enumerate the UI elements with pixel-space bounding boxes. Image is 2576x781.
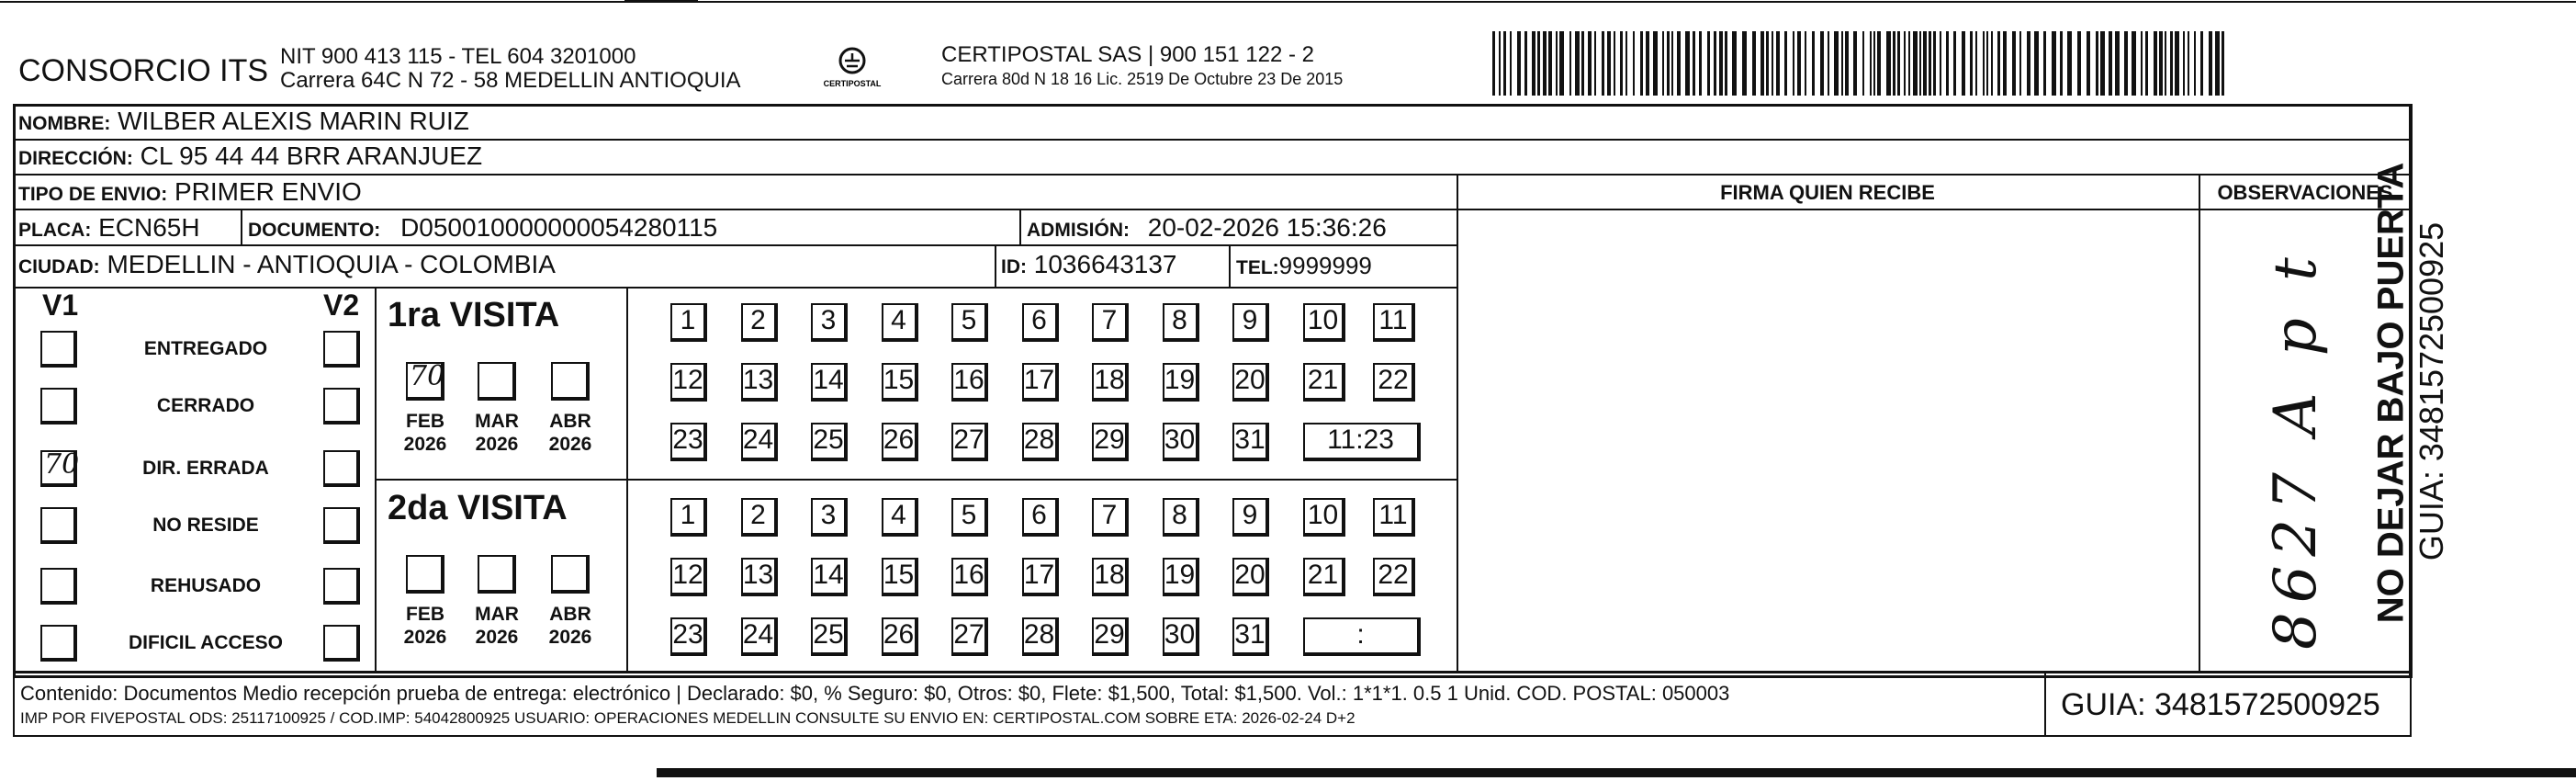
barcode-bar (1499, 31, 1501, 96)
barcode-bar (1752, 31, 1756, 96)
observaciones-divider (2199, 174, 2200, 671)
day-box[interactable]: 25 (811, 617, 848, 656)
certipostal-line: CERTIPOSTAL SAS | 900 151 122 - 2 (941, 42, 1314, 67)
barcode-bar (1588, 31, 1592, 96)
v2-checkbox[interactable] (323, 507, 360, 544)
barcode-bar (2115, 31, 2120, 96)
documento-field (248, 215, 717, 241)
barcode-bar (2222, 31, 2224, 96)
day-box[interactable]: 16 (951, 558, 988, 596)
barcode-bar (2077, 31, 2081, 96)
day-box[interactable]: 6 (1022, 498, 1059, 537)
v2-checkbox[interactable] (323, 331, 360, 368)
placa-divider (241, 209, 242, 244)
day-box[interactable]: 7 (1092, 498, 1129, 537)
barcode-bar (2165, 31, 2166, 96)
barcode-bar (2027, 31, 2030, 96)
day-box[interactable]: 19 (1163, 363, 1199, 402)
day-box[interactable]: 17 (1022, 558, 1059, 596)
first-visit-title: 1ra VISITA (388, 296, 560, 334)
nit-line: NIT 900 413 115 - TEL 604 3201000 (280, 44, 636, 69)
v2-checkbox[interactable] (323, 388, 360, 424)
side-guia: GUIA: 3481572500925 (2413, 221, 2450, 561)
month-label (398, 603, 453, 649)
barcode-bar (1845, 31, 1849, 96)
barcode-bar (1667, 31, 1670, 96)
v1-checkbox[interactable] (40, 507, 77, 544)
barcode-bar (1524, 31, 1527, 96)
barcode-bar (1714, 31, 1716, 96)
day-box[interactable]: 11 (1373, 498, 1415, 537)
day-box[interactable]: 21 (1303, 363, 1345, 402)
status-label: NO RESIDE (152, 515, 259, 536)
barcode-bar (1594, 31, 1596, 96)
direccion-field (18, 143, 482, 169)
day-box[interactable]: 28 (1022, 617, 1059, 656)
day-box[interactable]: 27 (951, 423, 988, 461)
barcode-bar (2141, 31, 2143, 96)
row-line-1 (13, 139, 2412, 141)
v2-label: V2 (323, 289, 360, 322)
month-label (543, 410, 598, 456)
day-box[interactable]: 2 (741, 498, 778, 537)
barcode-bar (2060, 31, 2063, 96)
day-box[interactable]: 10 (1303, 303, 1345, 342)
day-box[interactable]: 13 (741, 558, 778, 596)
barcode-bar (1793, 31, 1794, 96)
id-value: 1036643137 (1033, 250, 1177, 278)
day-box[interactable]: 12 (670, 363, 707, 402)
barcode-bar (1537, 31, 1540, 96)
direccion-label: DIRECCIÓN: (18, 148, 133, 169)
day-box[interactable]: 26 (882, 423, 918, 461)
barcode-bar (1633, 31, 1635, 96)
logo-text: CERTIPOSTAL (823, 79, 882, 88)
barcode-bar (1602, 31, 1604, 96)
footer-contenido: Contenido: Documentos Medio recepción prueba de entrega: electrónico | Declarado: $0, % Seguro: $0, Otros: $0, Flete: $1,500, Total: $1,500. Vol.: 1*1*1. 0.5 1 Unid. COD. POSTAL: 050003 (20, 682, 1730, 705)
visit-mid-line (375, 479, 1457, 481)
month-year: 2026 (475, 627, 519, 648)
row-line-3 (13, 209, 2412, 210)
barcode-bar (1662, 31, 1664, 96)
month-checkbox-mark: 70 (410, 360, 445, 392)
admision-divider (1019, 209, 1021, 244)
barcode-bar (1725, 31, 1727, 96)
nombre-field (18, 108, 469, 134)
barcode-bar (1646, 31, 1649, 96)
tipo-envio-value: PRIMER ENVIO (174, 177, 362, 206)
barcode-bar (2096, 31, 2098, 96)
barcode-bar (1784, 31, 1787, 96)
day-box[interactable]: 18 (1092, 558, 1129, 596)
barcode-bar (1677, 31, 1681, 96)
status-label: REHUSADO (150, 575, 262, 596)
v1-checkbox[interactable] (40, 625, 77, 662)
month-checkbox[interactable] (478, 555, 516, 594)
day-box[interactable]: 29 (1092, 617, 1129, 656)
barcode-bar (1953, 31, 1956, 96)
v2-checkbox[interactable] (323, 625, 360, 662)
barcode-bar (2159, 31, 2163, 96)
barcode-bar (1693, 31, 1695, 96)
certipostal-logo (820, 40, 884, 96)
day-box[interactable]: 18 (1092, 363, 1129, 402)
barcode-bar (1607, 31, 1611, 96)
firma-header: FIRMA QUIEN RECIBE (1720, 181, 1935, 204)
day-box[interactable]: 30 (1163, 617, 1199, 656)
top-edge-line (0, 1, 2576, 3)
status-label: CERRADO (156, 395, 255, 416)
month-name: MAR (475, 604, 519, 625)
barcode-bar (2124, 31, 2128, 96)
day-box[interactable]: 2 (741, 303, 778, 342)
barcode-bar (1559, 31, 1564, 96)
day-box[interactable]: 27 (951, 617, 988, 656)
barcode-bar (1853, 31, 1857, 96)
tel-field (1236, 254, 1372, 277)
barcode-bar (1908, 31, 1910, 96)
day-box[interactable]: 16 (951, 363, 988, 402)
day-box[interactable]: 29 (1092, 423, 1129, 461)
v1-checkbox[interactable] (40, 568, 77, 605)
barcode-bar (2019, 31, 2021, 96)
barcode-bar (1620, 31, 1623, 96)
barcode-bar (2034, 31, 2039, 96)
barcode-bar (1625, 31, 1627, 96)
admision-label: ADMISIÓN: (1027, 220, 1130, 241)
barcode-bar (2209, 31, 2212, 96)
month-label (469, 410, 524, 456)
barcode-bar (1776, 31, 1780, 96)
day-box[interactable]: 8 (1163, 303, 1199, 342)
observaciones-header: OBSERVACIONES (2217, 181, 2393, 204)
day-box[interactable]: 14 (811, 558, 848, 596)
admision-value: 20-02-2026 15:36:26 (1147, 213, 1387, 242)
month-name: ABR (549, 604, 591, 625)
barcode-bar (1653, 31, 1658, 96)
day-box[interactable]: 8 (1163, 498, 1199, 537)
barcode-bar (1834, 31, 1839, 96)
month-label (469, 603, 524, 649)
barcode-bar (2043, 31, 2046, 96)
nombre-value: WILBER ALEXIS MARIN RUIZ (118, 107, 469, 135)
barcode-bar (1719, 31, 1723, 96)
barcode-bar (2183, 31, 2185, 96)
barcode-bar (1970, 31, 1973, 96)
day-box[interactable]: 14 (811, 363, 848, 402)
barcode-bar (1946, 31, 1949, 96)
barcode-bar (1913, 31, 1918, 96)
address-line: Carrera 64C N 72 - 58 MEDELLIN ANTIOQUIA (280, 68, 741, 93)
v2-checkbox[interactable] (323, 568, 360, 605)
barcode-bar (2067, 31, 2072, 96)
row-line-4 (13, 244, 1457, 246)
barcode-bar (2215, 31, 2220, 96)
barcode-bar (1742, 31, 1747, 96)
direccion-value: CL 95 44 44 BRR ARANJUEZ (140, 141, 483, 170)
day-box[interactable]: 28 (1022, 423, 1059, 461)
barcode-bar (2200, 31, 2203, 96)
day-box[interactable]: 11 (1373, 303, 1415, 342)
barcode-bar (1732, 31, 1737, 96)
month-year: 2026 (548, 627, 592, 648)
barcode-bar (2132, 31, 2136, 96)
barcode-bar (1517, 31, 1521, 96)
month-year: 2026 (403, 434, 447, 455)
barcode-bar (1983, 31, 1985, 96)
company-name: CONSORCIO ITS (18, 53, 269, 88)
barcode-bar (1923, 31, 1927, 96)
time-box[interactable]: : (1303, 617, 1421, 656)
day-box[interactable]: 4 (882, 303, 918, 342)
barcode-bar (1543, 31, 1547, 96)
day-box[interactable]: 23 (670, 423, 707, 461)
barcode-bar (1820, 31, 1824, 96)
barcode-bar (1760, 31, 1764, 96)
day-box[interactable]: 25 (811, 423, 848, 461)
tipo-envio-label: TIPO DE ENVIO: (18, 184, 168, 205)
barcode-bar (2175, 31, 2179, 96)
documento-value: D050010000000054280115 (400, 213, 718, 242)
month-name: MAR (475, 411, 519, 432)
barcode-bar (1873, 31, 1875, 96)
month-year: 2026 (403, 627, 447, 648)
time-box[interactable]: 11:23 (1303, 423, 1421, 461)
barcode-bar (1870, 31, 1872, 96)
day-box[interactable]: 24 (741, 617, 778, 656)
barcode-bar (1886, 31, 1891, 96)
barcode-bar (2052, 31, 2056, 96)
month-label (543, 603, 598, 649)
status-label: ENTREGADO (143, 338, 268, 359)
footer-imp-line: IMP POR FIVEPOSTAL ODS: 25117100925 / COD.IMP: 54042800925 USUARIO: OPERACIONES MEDELLIN CONSULTE SU ENVIO EN: CERTIPOSTAL.COM SOBRE ETA: 2026-02-24 D+2 (20, 709, 1355, 727)
month-checkbox[interactable] (406, 555, 444, 594)
status-label: DIR. ERRADA (142, 458, 269, 479)
day-box[interactable]: 23 (670, 617, 707, 656)
tel-value: 9999999 (1278, 252, 1372, 279)
day-box[interactable]: 9 (1232, 303, 1269, 342)
day-box[interactable]: 3 (811, 498, 848, 537)
footer-guia: GUIA: 3481572500925 (2061, 687, 2380, 722)
day-box[interactable]: 3 (811, 303, 848, 342)
barcode-bar (1575, 31, 1580, 96)
barcode-bar (1699, 31, 1702, 96)
id-label: ID: (1001, 256, 1027, 277)
month-name: FEB (406, 604, 444, 625)
day-box[interactable]: 10 (1303, 498, 1345, 537)
month-name: ABR (549, 411, 591, 432)
barcode-bar (2003, 31, 2007, 96)
tipo-envio-field (18, 179, 362, 205)
day-box[interactable]: 24 (741, 423, 778, 461)
month-label (398, 410, 453, 456)
day-box[interactable]: 1 (670, 498, 707, 537)
day-box[interactable]: 15 (882, 558, 918, 596)
barcode-bar (1940, 31, 1941, 96)
day-box[interactable]: 31 (1232, 423, 1269, 461)
day-box[interactable]: 20 (1232, 558, 1269, 596)
status-label: DIFICIL ACCESO (128, 632, 283, 653)
barcode-bar (1991, 31, 1993, 96)
v1-checkbox[interactable] (40, 388, 77, 424)
month-checkbox[interactable] (551, 362, 590, 401)
day-box[interactable]: 5 (951, 498, 988, 537)
day-box[interactable]: 13 (741, 363, 778, 402)
row-line-2 (13, 174, 2412, 175)
day-box[interactable]: 31 (1232, 617, 1269, 656)
id-divider (995, 244, 996, 287)
placa-value: ECN65H (98, 213, 200, 242)
day-box[interactable]: 5 (951, 303, 988, 342)
certipostal-address: Carrera 80d N 18 16 Lic. 2519 De Octubre 23 De 2015 (941, 70, 1344, 88)
day-box[interactable]: 12 (670, 558, 707, 596)
v2-checkbox[interactable] (323, 450, 360, 487)
day-box[interactable]: 30 (1163, 423, 1199, 461)
barcode-bar (1671, 31, 1673, 96)
firma-left-divider (1457, 174, 1458, 671)
placa-field (18, 215, 200, 241)
barcode-bar (2012, 31, 2016, 96)
barcode-bar (1904, 31, 1906, 96)
barcode-bar (1812, 31, 1815, 96)
day-box[interactable]: 17 (1022, 363, 1059, 402)
footer-border (13, 671, 2412, 737)
month-year: 2026 (475, 434, 519, 455)
barcode-bar (1707, 31, 1710, 96)
barcode-bar (1772, 31, 1773, 96)
barcode-bar (2145, 31, 2148, 96)
barcode-bar (2109, 31, 2112, 96)
barcode-bar (1614, 31, 1615, 96)
barcode-bar (2170, 31, 2173, 96)
barcode-bar (1893, 31, 1895, 96)
barcode-bar (1975, 31, 1977, 96)
v1-checkbox[interactable] (40, 448, 80, 487)
top-edge-tick (624, 0, 698, 3)
barcode-bar (1862, 31, 1864, 96)
day-box[interactable]: 9 (1232, 498, 1269, 537)
day-box[interactable]: 7 (1092, 303, 1129, 342)
barcode-bar (1640, 31, 1643, 96)
second-visit-title: 2da VISITA (388, 489, 568, 527)
admision-field (1027, 215, 1387, 241)
barcode-bar (2188, 31, 2189, 96)
barcode-bar (1766, 31, 1769, 96)
day-box[interactable]: 22 (1373, 363, 1415, 402)
v1-checkbox-mark: 70 (44, 448, 80, 481)
observations-handwriting: 8627 A p t (2262, 248, 2330, 650)
barcode-bar (1841, 31, 1843, 96)
v1-label: V1 (42, 289, 79, 322)
ciudad-field (18, 252, 556, 277)
day-box[interactable]: 26 (882, 617, 918, 656)
barcode-bar (1797, 31, 1801, 96)
day-box[interactable]: 21 (1303, 558, 1345, 596)
id-field (1001, 252, 1177, 277)
barcode-bar (1581, 31, 1584, 96)
side-warning: NO DEJAR BAJO PUERTA (2370, 162, 2412, 624)
day-box[interactable]: 4 (882, 498, 918, 537)
barcode-bar (1510, 31, 1512, 96)
barcode-bar (1897, 31, 1900, 96)
barcode-bar (1828, 31, 1829, 96)
documento-label: DOCUMENTO: (248, 220, 381, 241)
ciudad-value: MEDELLIN - ANTIOQUIA - COLOMBIA (107, 250, 556, 278)
day-box[interactable]: 19 (1163, 558, 1199, 596)
month-name: FEB (406, 411, 444, 432)
barcode-bar (2100, 31, 2105, 96)
day-box[interactable]: 6 (1022, 303, 1059, 342)
month-year: 2026 (548, 434, 592, 455)
day-box[interactable]: 22 (1373, 558, 1415, 596)
barcode-bar (1532, 31, 1535, 96)
day-box[interactable]: 1 (670, 303, 707, 342)
bottom-edge-line (657, 768, 2576, 777)
barcode-bar (1929, 31, 1931, 96)
nombre-label: NOMBRE: (18, 113, 111, 134)
barcode-bar (1805, 31, 1806, 96)
barcode (1492, 31, 2227, 96)
placa-label: PLACA: (18, 220, 92, 241)
barcode-bar (1548, 31, 1552, 96)
day-box[interactable]: 20 (1232, 363, 1269, 402)
barcode-bar (1933, 31, 1936, 96)
barcode-bar (1569, 31, 1571, 96)
barcode-bar (1962, 31, 1965, 96)
barcode-bar (2087, 31, 2090, 96)
barcode-bar (1919, 31, 1921, 96)
barcode-bar (1685, 31, 1690, 96)
barcode-bar (1503, 31, 1506, 96)
barcode-bar (1556, 31, 1558, 96)
barcode-bar (2154, 31, 2157, 96)
month-checkbox[interactable] (478, 362, 516, 401)
barcode-bar (1986, 31, 1988, 96)
day-box[interactable]: 15 (882, 363, 918, 402)
tel-divider (1229, 244, 1231, 287)
v1-checkbox[interactable] (40, 331, 77, 368)
row-line-5 (13, 287, 1457, 289)
barcode-bar (2194, 31, 2196, 96)
month-checkbox[interactable] (406, 362, 444, 401)
tel-label: TEL: (1236, 257, 1279, 278)
barcode-bar (1492, 31, 1495, 96)
barcode-bar (1997, 31, 2000, 96)
ciudad-label: CIUDAD: (18, 256, 100, 277)
barcode-bar (1877, 31, 1881, 96)
month-checkbox[interactable] (551, 555, 590, 594)
